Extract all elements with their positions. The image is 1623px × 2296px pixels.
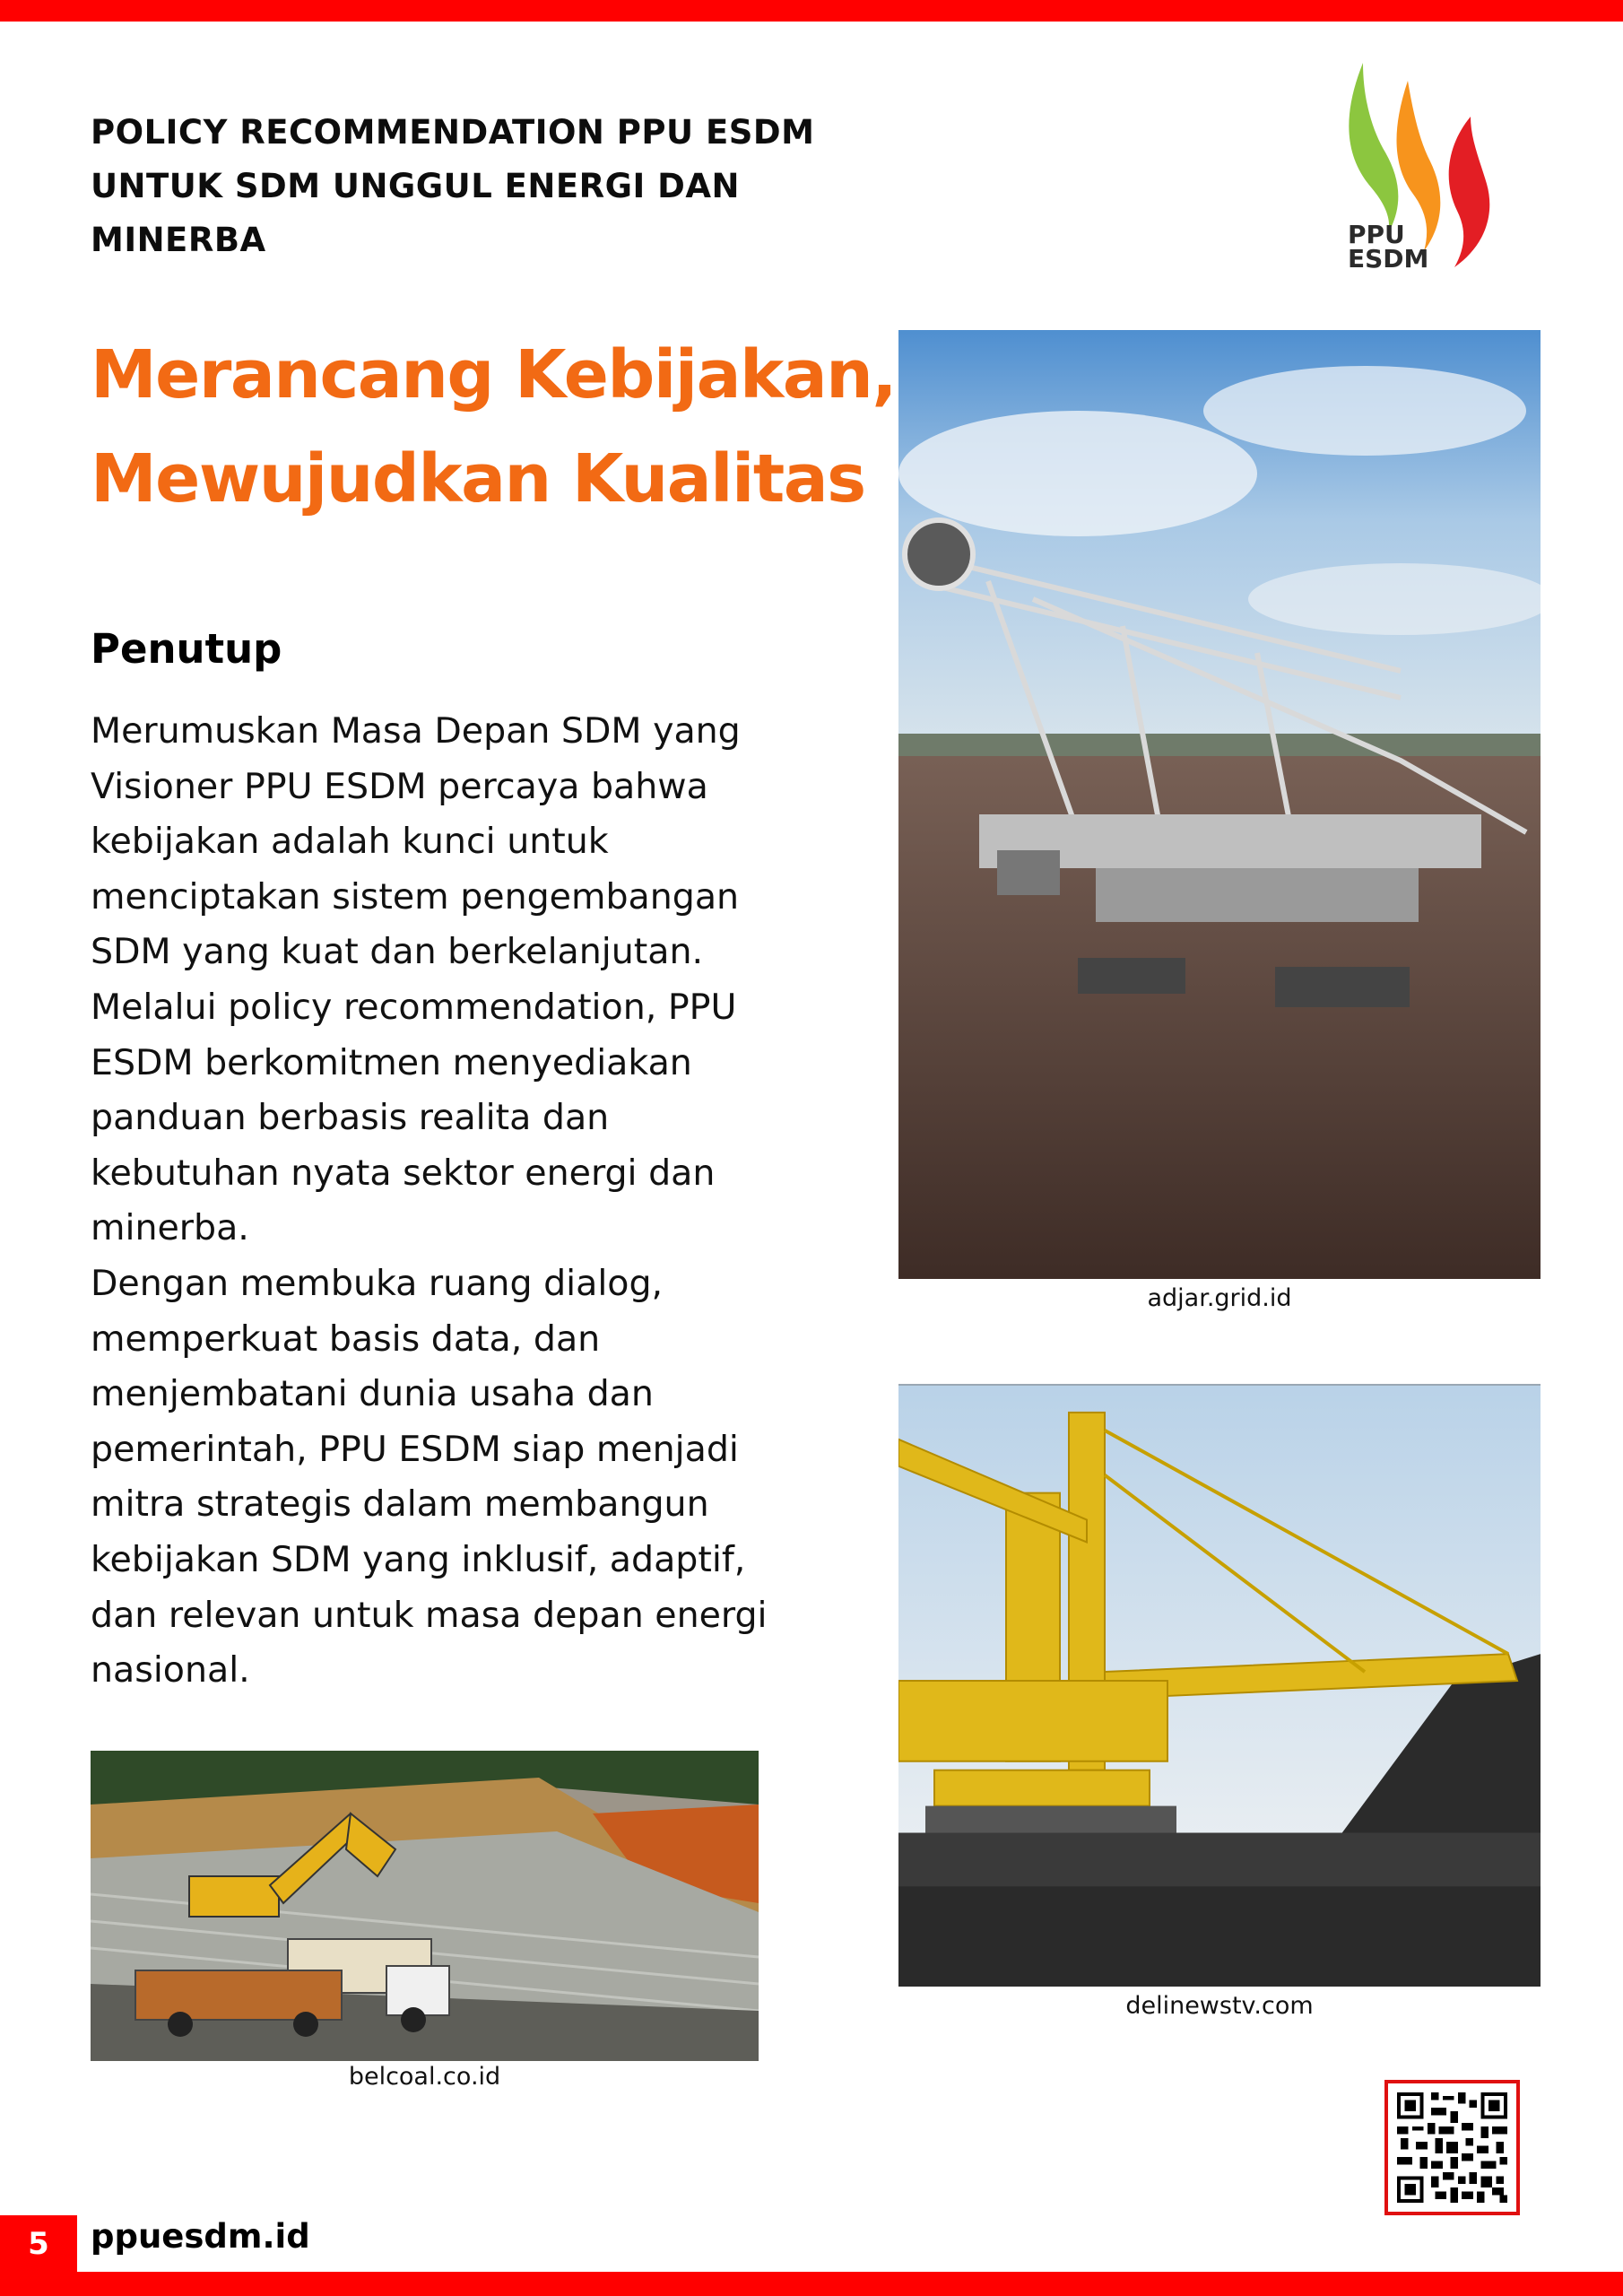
body-paragraph-2: Dengan membuka ruang dialog, memperkuat basis data, dan menjembatani dunia usaha dan pemerintah, PPU ESDM siap menjadi mitra strategis dalam membangun kebijakan SDM yang inklusif, adaptif, dan relevan untuk masa depan energi nasional. [91,1262,768,1692]
photo-excavator-trucks [91,1751,759,2061]
body-text [91,704,772,1699]
reclaimer-photo-image [898,1386,1541,1987]
photo-3-caption: belcoal.co.id [348,2063,501,2091]
bottom-red-bar [0,2272,1623,2296]
photo-2-caption: delinewstv.com [1125,1992,1314,2020]
top-red-bar [0,0,1623,22]
body-paragraph-1: Merumuskan Masa Depan SDM yang Visioner PPU ESDM percaya bahwa kebijakan adalah kunci untuk menciptakan sistem pengembangan SDM yang kuat dan berkelanjutan. Melalui policy recommendation, PPU ESDM berkomitmen menyediakan panduan berbasis realita dan kebutuhan nyata sektor energi dan minerba. [91,710,741,1249]
logo-text-line1: PPU [1348,220,1405,249]
logo-text-line2: ESDM [1348,244,1429,274]
excavator-photo-image [898,330,1541,1279]
photo-bucket-wheel-excavator [898,330,1541,1279]
section-heading: Penutup [91,625,282,673]
quarry-photo-image [91,1751,759,2061]
header-title: POLICY RECOMMENDATION PPU ESDM UNTUK SDM UNGGUL ENERGI DAN MINERBA [91,113,815,259]
website-link[interactable]: ppuesdm.id [91,2217,310,2256]
main-title [91,323,898,531]
main-title-line1: Merancang Kebijakan, [91,336,896,413]
qr-code-icon [1397,2092,1507,2203]
page-number: 5 [0,2215,77,2272]
photo-1-caption: adjar.grid.id [1147,1284,1292,1312]
main-title-line2: Mewujudkan Kualitas [91,440,865,517]
photo-stacker-reclaimer [898,1384,1541,1987]
logo-text [1348,220,1429,274]
qr-code[interactable] [1384,2080,1520,2215]
